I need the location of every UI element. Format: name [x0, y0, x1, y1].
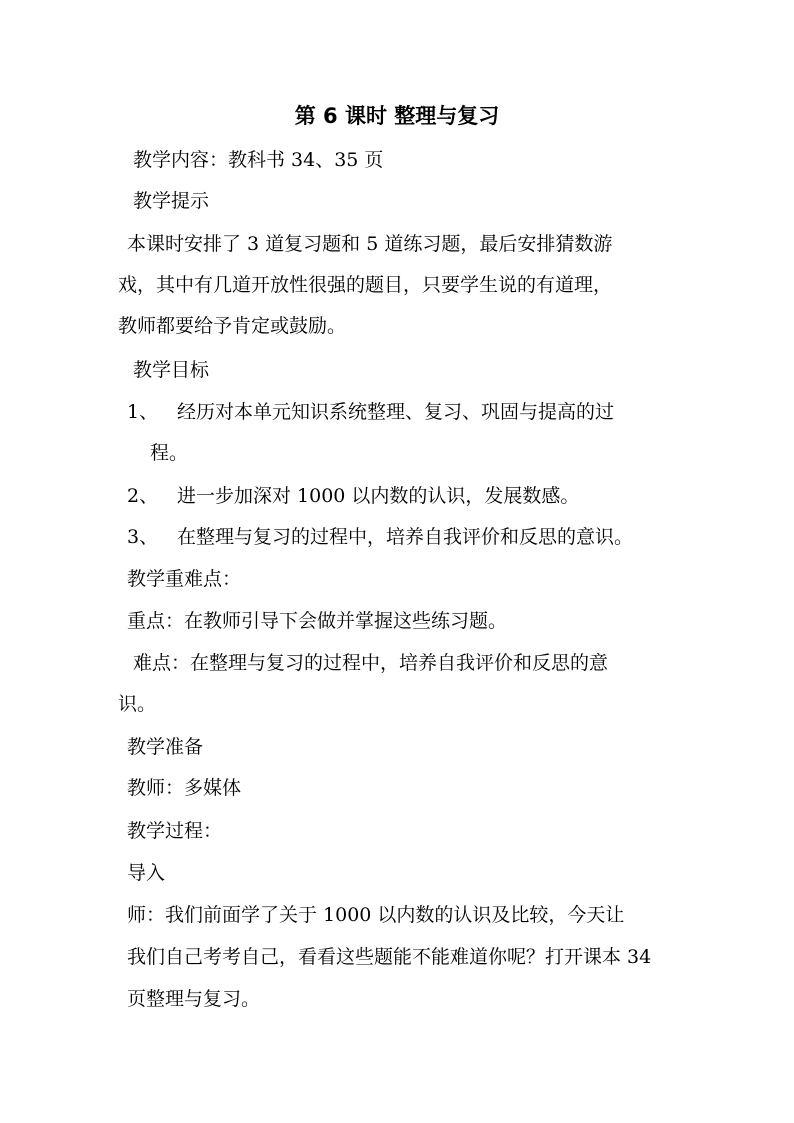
- goal-text: 进一步加深对 1000 以内数的认识，发展数感。: [177, 485, 580, 507]
- intro-line-2: 我们自己考考自己，看看这些题能不能难道你呢？打开课本 34: [127, 946, 652, 968]
- hint-line-3: 教师都要给予肯定或鼓励。: [118, 315, 347, 337]
- intro-line-3: 页整理与复习。: [127, 988, 261, 1010]
- goals-heading: 教学目标: [133, 359, 210, 381]
- process-heading: 教学过程：: [127, 820, 223, 842]
- goal-item-1: [127, 397, 614, 427]
- difficult-line-1: 难点：在整理与复习的过程中，培养自我评价和反思的意: [133, 652, 609, 674]
- goal-item-2: [127, 481, 579, 511]
- goal-number: 1、: [127, 401, 159, 423]
- intro-line-1: 师：我们前面学了关于 1000 以内数的认识及比较，今天让: [127, 904, 625, 926]
- page-title: 第 6 课时 整理与复习: [294, 104, 500, 128]
- key-heading: 教学重难点：: [127, 568, 242, 590]
- hint-heading: 教学提示: [133, 190, 210, 212]
- goal-text: 在整理与复习的过程中，培养自我评价和反思的意识。: [177, 526, 634, 548]
- content-line: 教学内容：教科书 34、35 页: [133, 149, 384, 171]
- difficult-line-2: 识。: [118, 693, 157, 715]
- goal-number: 3、: [127, 526, 159, 548]
- key-point: 重点：在教师引导下会做并掌握这些练习题。: [127, 610, 508, 632]
- goal-number: 2、: [127, 485, 159, 507]
- hint-line-1: 本课时安排了 3 道复习题和 5 道练习题，最后安排猜数游: [127, 233, 613, 255]
- hint-line-2: 戏，其中有几道开放性很强的题目，只要学生说的有道理，: [118, 274, 613, 296]
- goal-item-3: [127, 522, 633, 552]
- prep-heading: 教学准备: [127, 736, 204, 758]
- goal-item-1-cont: 程。: [150, 442, 189, 464]
- goal-text: 经历对本单元知识系统整理、复习、巩固与提高的过: [177, 401, 615, 423]
- prep-teacher: 教师：多媒体: [127, 777, 242, 799]
- intro-heading: 导入: [127, 862, 166, 884]
